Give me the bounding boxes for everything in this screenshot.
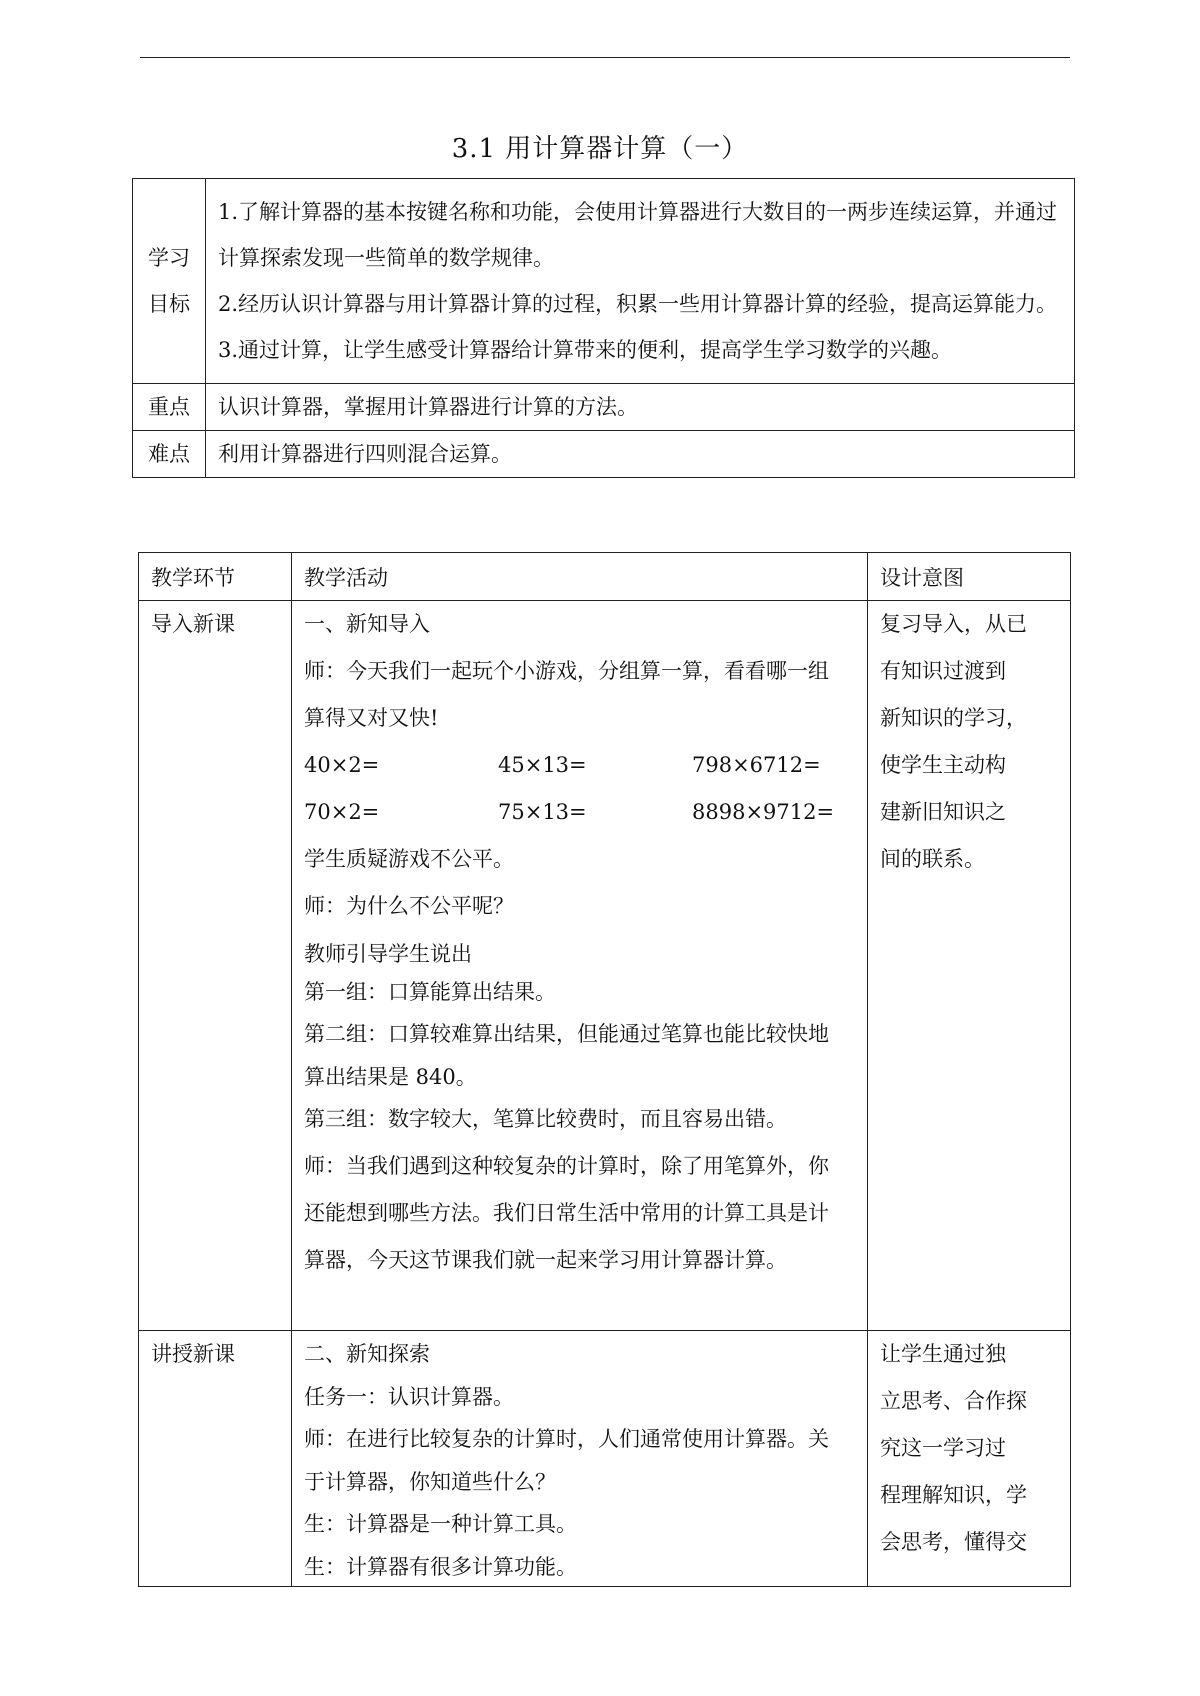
header-stage: 教学环节 xyxy=(139,553,292,601)
math-row: 40×2= 45×13= 798×6712= xyxy=(304,753,821,777)
activity-line: 学生质疑游戏不公平。 xyxy=(304,847,514,871)
activity-line: 算器，今天这节课我们就一起来学习用计算器计算。 xyxy=(304,1248,787,1272)
stage-cell: 导入新课 xyxy=(139,601,292,1331)
activity-line: 师：为什么不公平呢？ xyxy=(304,894,514,918)
header-rule xyxy=(140,57,1070,58)
lesson-table xyxy=(138,552,1071,1587)
objectives-row xyxy=(133,179,1075,384)
activity-line: 师：今天我们一起玩个小游戏，分组算一算，看看哪一组 xyxy=(304,659,829,683)
objectives-table xyxy=(132,178,1075,478)
objective-item: 2.经历认识计算器与用计算器计算的过程，积累一些用计算器计算的经验，提高运算能力。 xyxy=(218,292,1058,316)
objectives-label: 学习 目标 xyxy=(133,179,206,384)
activity-cell xyxy=(292,1331,868,1587)
activity-line: 还能想到哪些方法。我们日常生活中常用的计算工具是计 xyxy=(304,1201,829,1225)
intent-cell: 让学生通过独 立思考、合作探 究这一学习过 程理解知识，学 会思考，懂得交 xyxy=(868,1331,1071,1587)
difficulty-text: 利用计算器进行四则混合运算。 xyxy=(206,431,1075,478)
math-row: 70×2= 75×13= 8898×9712= xyxy=(304,800,835,824)
activity-line: 第三组：数字较大，笔算比较费时，而且容易出错。 xyxy=(304,1107,787,1131)
activity-line: 第二组：口算较难算出结果，但能通过笔算也能比较快地 xyxy=(304,1022,829,1046)
section-heading: 二、新知探索 xyxy=(304,1342,430,1366)
objective-item: 3.通过计算，让学生感受计算器给计算带来的便利，提高学生学习数学的兴趣。 xyxy=(218,338,953,362)
activity-line: 生：计算器是一种计算工具。 xyxy=(304,1512,577,1536)
page-title: 3.1 用计算器计算（一） xyxy=(451,134,749,164)
difficulty-label: 难点 xyxy=(133,431,206,478)
activity-line: 第一组：口算能算出结果。 xyxy=(304,980,556,1004)
header-intent: 设计意图 xyxy=(868,553,1071,601)
activity-line: 算得又对又快! xyxy=(304,706,439,730)
difficulty-row xyxy=(133,431,1075,478)
stage-cell: 讲授新课 xyxy=(139,1331,292,1587)
activity-line: 教师引导学生说出 xyxy=(304,942,472,966)
activity-line: 任务一：认识计算器。 xyxy=(304,1385,514,1409)
activity-line: 算出结果是 840。 xyxy=(304,1065,477,1089)
key-point-text: 认识计算器，掌握用计算器进行计算的方法。 xyxy=(206,384,1075,431)
intent-cell: 复习导入，从已 有知识过渡到 新知识的学习， 使学生主动构 建新旧知识之 间的联系。 xyxy=(868,601,1071,1331)
key-point-row xyxy=(133,384,1075,431)
activity-line: 师：在进行比较复杂的计算时，人们通常使用计算器。关 xyxy=(304,1427,829,1451)
activity-line: 于计算器，你知道些什么？ xyxy=(304,1470,556,1494)
section-intro-row xyxy=(139,601,1071,1331)
section-new-row xyxy=(139,1331,1071,1587)
lesson-header-row xyxy=(139,553,1071,601)
objective-item: 1.了解计算器的基本按键名称和功能，会使用计算器进行大数目的一两步连续运算，并通过计算探索发现一些简单的数学规律。 xyxy=(218,200,1058,270)
key-point-label: 重点 xyxy=(133,384,206,431)
objectives-content xyxy=(206,179,1075,384)
activity-line: 生：计算器有很多计算功能。 xyxy=(304,1555,577,1579)
activity-line: 师：当我们遇到这种较复杂的计算时，除了用笔算外，你 xyxy=(304,1154,829,1178)
header-activity: 教学活动 xyxy=(292,553,868,601)
section-heading: 一、新知导入 xyxy=(304,612,430,636)
activity-cell xyxy=(292,601,868,1331)
